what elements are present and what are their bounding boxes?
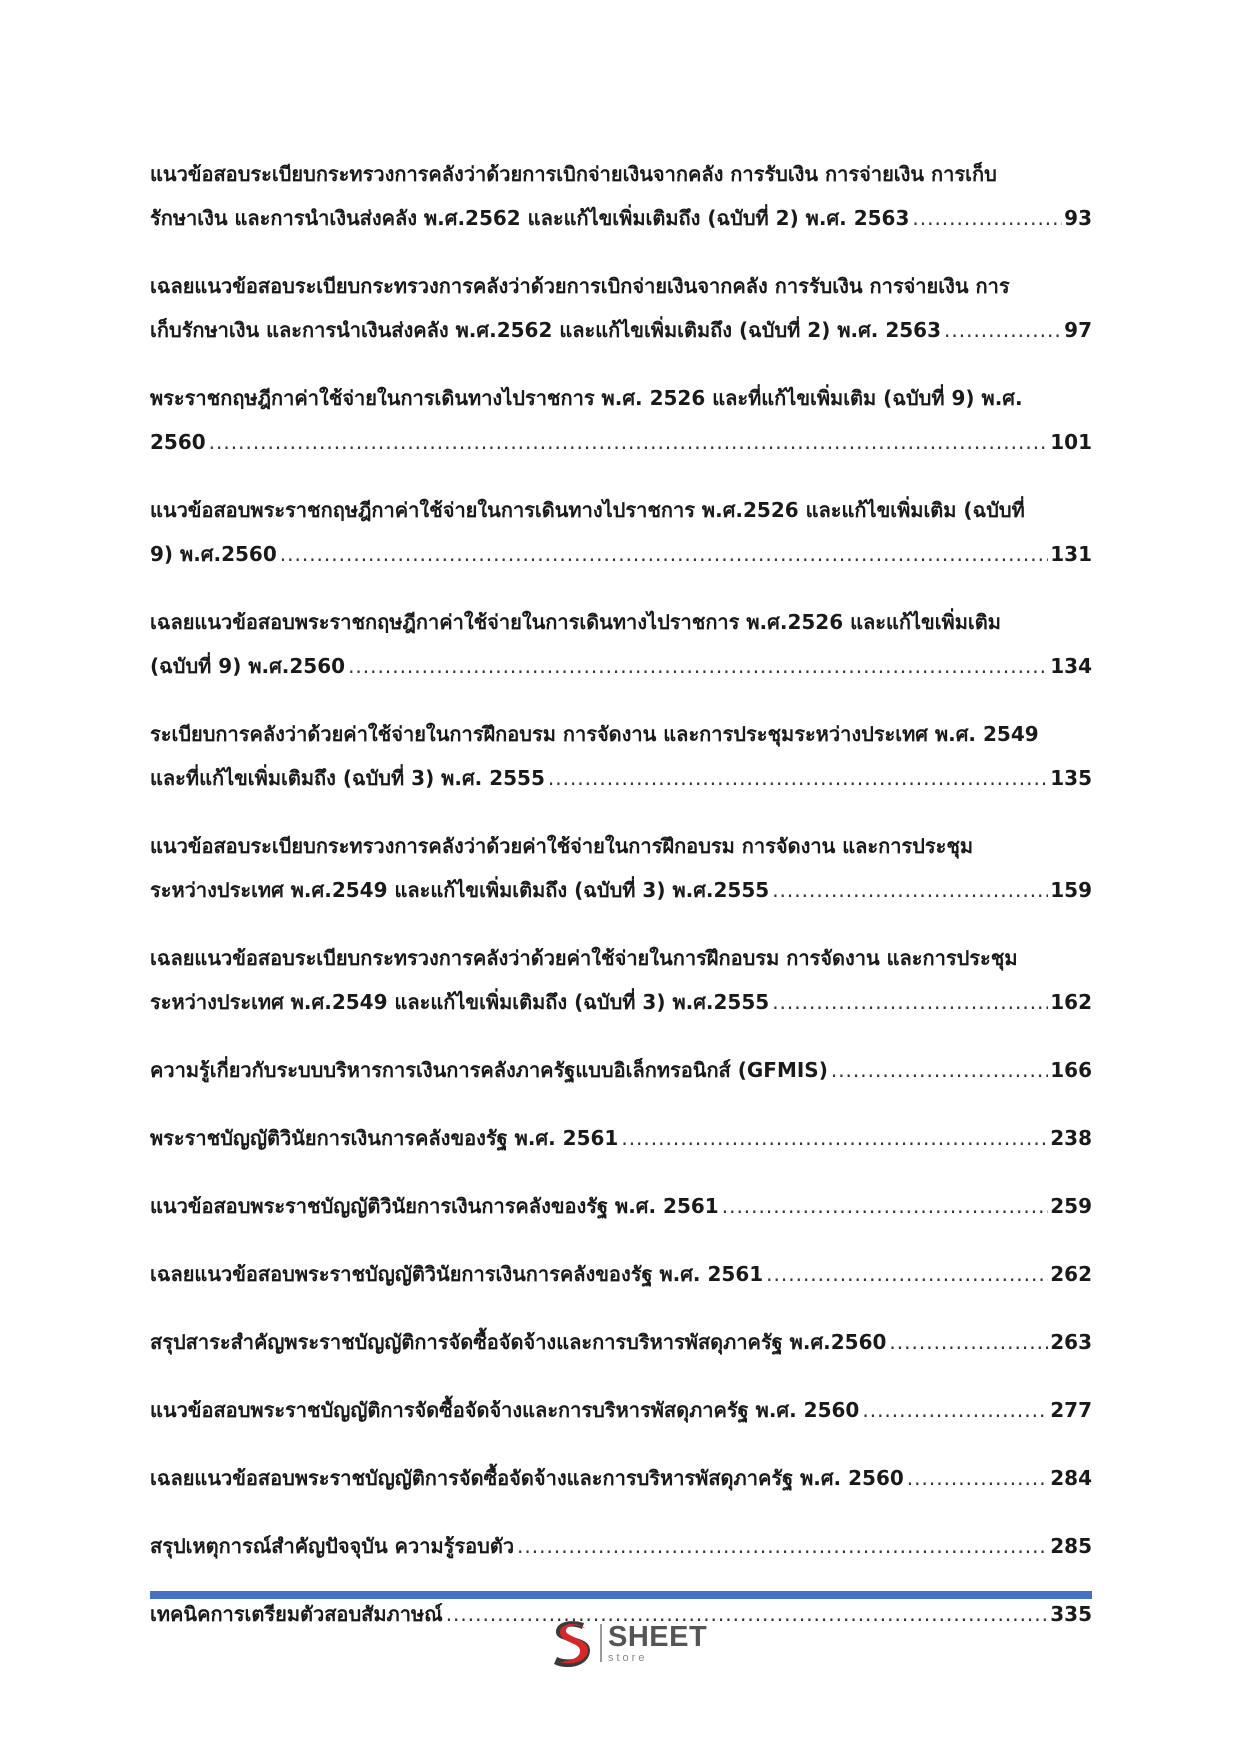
toc-entry-line: แนวข้อสอบระเบียบกระทรวงการคลังว่าด้วยการเบิกจ่ายเงินจากคลัง การรับเงิน การจ่ายเงิน การเก็บ	[150, 162, 997, 186]
toc-entry-last-line	[150, 644, 1092, 688]
dot-leader	[722, 1184, 1049, 1228]
toc-entry-title: รักษาเงิน และการนำเงินส่งคลัง พ.ศ.2562 และแก้ไขเพิ่มเติมถึง (ฉบับที่ 2) พ.ศ. 2563	[150, 206, 910, 230]
toc-entry-title: 9) พ.ศ.2560	[150, 542, 277, 566]
dot-leader	[831, 1048, 1048, 1092]
toc-page-number: 93	[1064, 206, 1092, 230]
toc-entry	[150, 600, 1092, 688]
toc-entry-last-line	[150, 1184, 1092, 1228]
toc-entry	[150, 1252, 1092, 1296]
toc-entry	[150, 936, 1092, 1024]
toc-entry-title: สรุปสาระสำคัญพระราชบัญญัติการจัดซื้อจัดจ้างและการบริหารพัสดุภาครัฐ พ.ศ.2560	[150, 1330, 887, 1354]
toc-entry-title: ความรู้เกี่ยวกับระบบบริหารการเงินการคลังภาครัฐแบบอิเล็กทรอนิกส์ (GFMIS)	[150, 1058, 828, 1082]
toc-entry-last-line	[150, 308, 1092, 352]
toc-entry-last-line	[150, 868, 1092, 912]
dot-leader	[766, 1252, 1048, 1296]
logo-divider	[600, 1624, 602, 1662]
toc-page-number: 263	[1050, 1330, 1092, 1354]
dot-leader	[548, 756, 1048, 800]
toc-entry	[150, 376, 1092, 464]
dot-leader	[621, 1116, 1048, 1160]
toc-entry	[150, 1388, 1092, 1432]
toc-entry-last-line	[150, 532, 1092, 576]
toc-entry-title: แนวข้อสอบพระราชบัญญัติวินัยการเงินการคลังของรัฐ พ.ศ. 2561	[150, 1194, 719, 1218]
toc-entry-title: เก็บรักษาเงิน และการนำเงินส่งคลัง พ.ศ.2562 และแก้ไขเพิ่มเติมถึง (ฉบับที่ 2) พ.ศ. 2563	[150, 318, 942, 342]
footer-rule	[150, 1591, 1092, 1599]
toc-entry-line: ระเบียบการคลังว่าด้วยค่าใช้จ่ายในการฝึกอบรม การจัดงาน และการประชุมระหว่างประเทศ พ.ศ. 2549	[150, 722, 1039, 746]
toc-entry-line: แนวข้อสอบพระราชกฤษฎีกาค่าใช้จ่ายในการเดินทางไปราชการ พ.ศ.2526 และแก้ไขเพิ่มเติม (ฉบับที่	[150, 498, 1025, 522]
toc-page-number: 159	[1050, 878, 1092, 902]
sheet-store-logo	[548, 1615, 718, 1671]
toc-entry-line: พระราชกฤษฎีกาค่าใช้จ่ายในการเดินทางไปราชการ พ.ศ. 2526 และที่แก้ไขเพิ่มเติม (ฉบับที่ 9) พ.ศ.	[150, 386, 1023, 410]
toc-entry-title: เฉลยแนวข้อสอบพระราชบัญญัติการจัดซื้อจัดจ้างและการบริหารพัสดุภาครัฐ พ.ศ. 2560	[150, 1466, 904, 1490]
toc-entry-title: ระหว่างประเทศ พ.ศ.2549 และแก้ไขเพิ่มเติมถึง (ฉบับที่ 3) พ.ศ.2555	[150, 990, 770, 1014]
toc-entry-title: สรุปเหตุการณ์สำคัญปัจจุบัน ความรู้รอบตัว	[150, 1534, 515, 1558]
toc-entry-last-line	[150, 1320, 1092, 1364]
toc-page-number: 262	[1050, 1262, 1092, 1286]
dot-leader	[862, 1388, 1048, 1432]
toc-entry-last-line	[150, 1252, 1092, 1296]
toc-entry	[150, 712, 1092, 800]
toc-entry-title: 2560	[150, 430, 206, 454]
toc-entry-line: แนวข้อสอบระเบียบกระทรวงการคลังว่าด้วยค่าใช้จ่ายในการฝึกอบรม การจัดงาน และการประชุม	[150, 834, 974, 858]
toc-entry	[150, 1048, 1092, 1092]
dot-leader	[348, 644, 1048, 688]
toc-page-number: 166	[1050, 1058, 1092, 1082]
dot-leader	[517, 1524, 1048, 1568]
toc-page-number: 335	[1050, 1602, 1092, 1626]
toc-page-number: 238	[1050, 1126, 1092, 1150]
toc-page-number: 134	[1050, 654, 1092, 678]
toc-entry-last-line	[150, 1048, 1092, 1092]
toc-entry-title: และที่แก้ไขเพิ่มเติมถึง (ฉบับที่ 3) พ.ศ. 2555	[150, 766, 545, 790]
toc-entry-last-line	[150, 1456, 1092, 1500]
toc-entry-last-line	[150, 1524, 1092, 1568]
table-of-contents	[150, 152, 1092, 1660]
toc-entry-title: เฉลยแนวข้อสอบพระราชบัญญัติวินัยการเงินการคลังของรัฐ พ.ศ. 2561	[150, 1262, 764, 1286]
dot-leader	[889, 1320, 1048, 1364]
logo-text: SHEET	[608, 1620, 708, 1653]
dot-leader	[912, 196, 1062, 240]
toc-page-number: 277	[1050, 1398, 1092, 1422]
toc-page-number: 284	[1050, 1466, 1092, 1490]
toc-entry	[150, 1456, 1092, 1500]
toc-page-number: 135	[1050, 766, 1092, 790]
sheet-store-s-icon	[548, 1617, 594, 1669]
toc-page-number: 285	[1050, 1534, 1092, 1558]
dot-leader	[280, 532, 1048, 576]
toc-entry-line: เฉลยแนวข้อสอบระเบียบกระทรวงการคลังว่าด้วยค่าใช้จ่ายในการฝึกอบรม การจัดงาน และการประชุม	[150, 946, 1018, 970]
toc-entry-last-line	[150, 196, 1092, 240]
dot-leader	[772, 980, 1048, 1024]
toc-page-number: 131	[1050, 542, 1092, 566]
logo-wordmark	[608, 1620, 708, 1664]
toc-page-number: 162	[1050, 990, 1092, 1014]
toc-entry	[150, 1184, 1092, 1228]
toc-entry	[150, 1524, 1092, 1568]
toc-entry-line: เฉลยแนวข้อสอบพระราชกฤษฎีกาค่าใช้จ่ายในการเดินทางไปราชการ พ.ศ.2526 และแก้ไขเพิ่มเติม	[150, 610, 1001, 634]
toc-entry-last-line	[150, 420, 1092, 464]
toc-page-number: 101	[1050, 430, 1092, 454]
dot-leader	[907, 1456, 1048, 1500]
toc-entry	[150, 1320, 1092, 1364]
toc-entry-title: พระราชบัญญัติวินัยการเงินการคลังของรัฐ พ.ศ. 2561	[150, 1126, 619, 1150]
logo-subtext: store	[608, 1651, 648, 1664]
toc-entry-last-line	[150, 1388, 1092, 1432]
toc-entry-last-line	[150, 756, 1092, 800]
toc-entry	[150, 824, 1092, 912]
toc-entry-title: แนวข้อสอบพระราชบัญญัติการจัดซื้อจัดจ้างและการบริหารพัสดุภาครัฐ พ.ศ. 2560	[150, 1398, 860, 1422]
toc-entry-last-line	[150, 1116, 1092, 1160]
toc-entry-title: (ฉบับที่ 9) พ.ศ.2560	[150, 654, 346, 678]
dot-leader	[944, 308, 1062, 352]
toc-entry-line: เฉลยแนวข้อสอบระเบียบกระทรวงการคลังว่าด้วยการเบิกจ่ายเงินจากคลัง การรับเงิน การจ่ายเงิน การ	[150, 274, 1010, 298]
toc-entry	[150, 152, 1092, 240]
toc-page-number: 259	[1050, 1194, 1092, 1218]
dot-leader	[772, 868, 1048, 912]
toc-entry	[150, 488, 1092, 576]
toc-page-number: 97	[1064, 318, 1092, 342]
toc-entry	[150, 264, 1092, 352]
toc-entry	[150, 1116, 1092, 1160]
toc-entry-title: เทคนิคการเตรียมตัวสอบสัมภาษณ์	[150, 1602, 443, 1626]
toc-entry-title: ระหว่างประเทศ พ.ศ.2549 และแก้ไขเพิ่มเติมถึง (ฉบับที่ 3) พ.ศ.2555	[150, 878, 770, 902]
dot-leader	[209, 420, 1049, 464]
toc-entry-last-line	[150, 980, 1092, 1024]
